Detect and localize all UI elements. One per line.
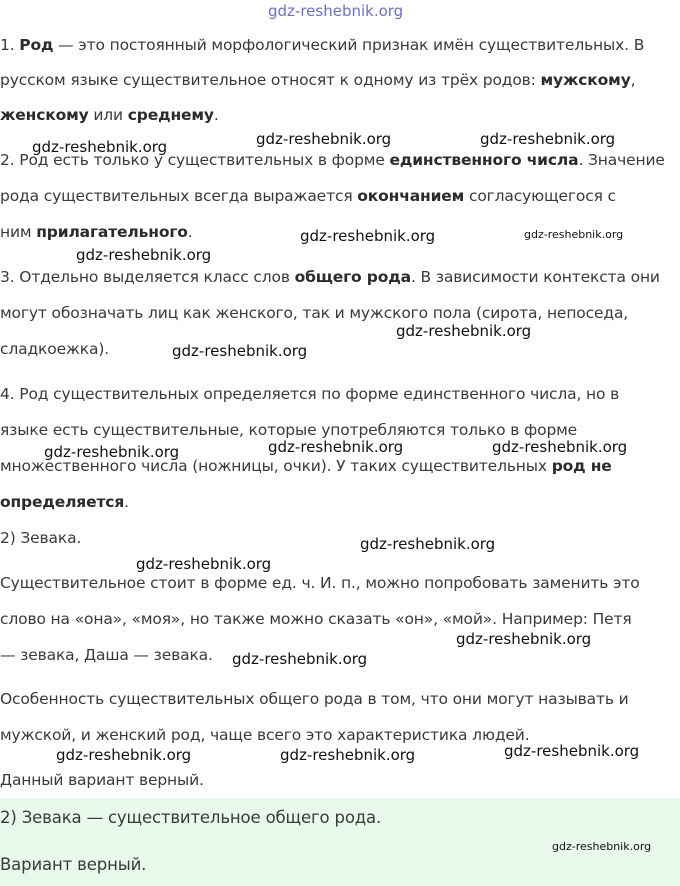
watermark: gdz-reshebnik.org <box>396 322 532 340</box>
answer-line-1: 2) Зевака — существительное общего рода. <box>0 808 382 827</box>
term-masculine: мужскому <box>540 71 631 89</box>
watermark: gdz-reshebnik.org <box>136 555 272 573</box>
text: — это постоянный морфологический признак имён существительных. В <box>53 36 645 54</box>
text: . <box>213 106 219 124</box>
reason1-line-1: Существительное стоит в форме ед. ч. И. п., можно попробовать заменить это <box>0 574 640 592</box>
term-common-gender: общего рода <box>294 268 411 286</box>
text: . <box>124 493 129 511</box>
term-adjective: прилагательного <box>36 223 188 241</box>
term-feminine: женскому <box>0 106 89 124</box>
text: или <box>88 106 128 124</box>
p1-line-1 <box>0 36 644 54</box>
watermark: gdz-reshebnik.org <box>44 443 180 461</box>
watermark: gdz-reshebnik.org <box>492 438 628 456</box>
text: . <box>187 223 193 241</box>
p3-line-2: могут обозначать лиц как женского, так и мужского пола (сирота, непоседа, <box>0 304 629 322</box>
watermark: gdz-reshebnik.org <box>480 130 616 148</box>
reason2-line-1: Особенность существительных общего рода в том, что они могут называть и <box>0 690 629 708</box>
text: русском языке существительное относят к одному из трёх родов: <box>0 71 541 89</box>
text: 2. Род есть только у существительных в форме <box>0 151 390 169</box>
p2-line-2 <box>0 187 616 205</box>
watermark: gdz-reshebnik.org <box>172 342 308 360</box>
text: согласующегося с <box>464 187 616 205</box>
p4-line-2: языке есть существительные, которые употребляются только в форме <box>0 421 578 439</box>
watermark: gdz-reshebnik.org <box>280 746 416 764</box>
term-ending: окончанием <box>357 187 465 205</box>
p3-line-3: сладкоежка). <box>0 340 110 358</box>
reason1-line-2: слово на «она», «моя», но также можно сказать «он», «мой». Например: Петя <box>0 610 632 628</box>
text: рода существительных всегда выражается <box>0 187 358 205</box>
text: 1. <box>0 36 20 54</box>
p1-line-2 <box>0 71 635 89</box>
watermark: gdz-reshebnik.org <box>504 742 640 760</box>
watermark: gdz-reshebnik.org <box>552 840 652 853</box>
term-determined: определяется <box>0 493 125 511</box>
watermark: gdz-reshebnik.org <box>76 246 212 264</box>
text: . В зависимости контекста они <box>410 268 660 286</box>
answer-line-2: Вариант верный. <box>0 855 147 874</box>
watermark: gdz-reshebnik.org <box>360 535 496 553</box>
reason2-line-2: мужской, и женский род, чаще всего это характеристика людей. <box>0 726 530 744</box>
watermark: gdz-reshebnik.org <box>300 227 436 245</box>
watermark: gdz-reshebnik.org <box>524 228 624 241</box>
reason1-line-3: — зевака, Даша — зевака. <box>0 646 213 664</box>
choice: 2) Зевака. <box>0 529 82 547</box>
watermark: gdz-reshebnik.org <box>456 630 592 648</box>
text: множественного числа (ножницы, очки). У таких существительных <box>0 457 552 475</box>
watermark: gdz-reshebnik.org <box>232 650 368 668</box>
p1-line-3 <box>0 106 219 124</box>
text: , <box>630 71 636 89</box>
text: . Значение <box>578 151 665 169</box>
text: ним <box>0 223 37 241</box>
p4-line-4 <box>0 493 129 511</box>
term-singular: единственного числа <box>389 151 579 169</box>
watermark-top: gdz-reshebnik.org <box>268 2 404 20</box>
text: 3. Отдельно выделяется класс слов <box>0 268 295 286</box>
watermark: gdz-reshebnik.org <box>56 746 192 764</box>
verdict: Данный вариант верный. <box>0 771 204 789</box>
term-rod: Род <box>19 36 54 54</box>
term-no-gender: род не <box>551 457 612 475</box>
watermark: gdz-reshebnik.org <box>256 130 392 148</box>
p3-line-1 <box>0 268 660 286</box>
p4-line-1: 4. Род существительных определяется по форме единственного числа, но в <box>0 385 620 403</box>
p2-line-3 <box>0 223 193 241</box>
term-neuter: среднему <box>127 106 214 124</box>
watermark: gdz-reshebnik.org <box>268 438 404 456</box>
watermark: gdz-reshebnik.org <box>32 138 168 156</box>
